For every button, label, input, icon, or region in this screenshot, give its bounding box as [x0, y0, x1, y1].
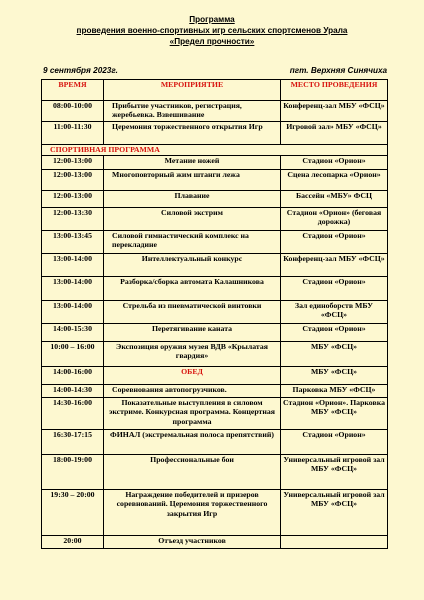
header-place: МЕСТО ПРОВЕДЕНИЯ	[281, 80, 388, 101]
row-place: Конференц-зал МБУ «ФСЦ»	[281, 101, 388, 122]
row-time: 12:00-13:30	[42, 208, 104, 231]
row-place: Универсальный игровой зал МБУ «ФСЦ»	[281, 490, 388, 536]
row-event: Стрельба из пневматической винтовки	[104, 301, 281, 324]
row-event: ОБЕД	[104, 367, 281, 385]
row-place: Стадион «Орион» (беговая дорожка)	[281, 208, 388, 231]
row-event: Многоповторный жим штанги лежа	[104, 170, 281, 191]
row-time: 14:00-16:00	[42, 367, 104, 385]
table-row	[42, 277, 388, 301]
header-title: Программа	[189, 15, 235, 24]
row-place: Стадион «Орион»	[281, 231, 388, 254]
row-time: 13:00-14:00	[42, 254, 104, 277]
table-row	[42, 191, 388, 208]
table-row	[42, 324, 388, 342]
document-header	[0, 14, 424, 47]
table-row	[42, 101, 388, 122]
table-row	[42, 367, 388, 385]
table-row	[42, 430, 388, 455]
row-place: МБУ «ФСЦ»	[281, 367, 388, 385]
row-event: ФИНАЛ (экстремальная полоса препятствий)	[104, 430, 281, 455]
row-event: Профессиональные бои	[104, 455, 281, 490]
table-row	[42, 342, 388, 367]
row-place: Сцена лесопарка «Орион»	[281, 170, 388, 191]
event-date: 9 сентября 2023г.	[43, 66, 118, 75]
row-place: Конференц-зал МБУ «ФСЦ»	[281, 254, 388, 277]
row-time: 20:00	[42, 536, 104, 549]
row-place: Стадион «Орион»	[281, 277, 388, 301]
row-place: Бассейн «МБУ» ФСЦ	[281, 191, 388, 208]
schedule-table	[41, 79, 388, 549]
row-place: Игровой зал» МБУ «ФСЦ»	[281, 122, 388, 145]
table-row	[42, 122, 388, 145]
table-header-row	[42, 80, 388, 101]
row-time: 12:00-13:00	[42, 156, 104, 170]
row-place: Стадион «Орион»	[281, 324, 388, 342]
row-place: Парковка МБУ «ФСЦ»	[281, 385, 388, 398]
row-event: Церемония торжественного открытия Игр	[104, 122, 281, 145]
row-event: Силовой экстрим	[104, 208, 281, 231]
table-row	[42, 455, 388, 490]
table-row	[42, 490, 388, 536]
row-event: Соревнования автопогрузчиков.	[104, 385, 281, 398]
row-place: Универсальный игровой зал МБУ «ФСЦ»	[281, 455, 388, 490]
header-subtitle: проведения военно-спортивных игр сельских спортсменов Урала	[76, 26, 348, 35]
row-place: Стадион «Орион»	[281, 156, 388, 170]
row-place: Стадион «Орион». Парковка МБУ «ФСЦ»	[281, 398, 388, 430]
row-event: Награждение победителей и призеров соревнований. Церемония торжественного закрытия Игр	[104, 490, 281, 536]
row-time: 16:30-17:15	[42, 430, 104, 455]
event-place: пгт. Верхняя Синячиха	[289, 66, 387, 75]
table-row	[42, 254, 388, 277]
row-place: Зал единоборств МБУ «ФСЦ»	[281, 301, 388, 324]
row-time: 18:00-19:00	[42, 455, 104, 490]
row-time: 19:30 – 20:00	[42, 490, 104, 536]
header-event-name: «Предел прочности»	[169, 37, 255, 46]
row-event: Интеллектуальный конкурс	[104, 254, 281, 277]
row-time: 13:00-14:00	[42, 301, 104, 324]
row-event: Силовой гимнастический комплекс на перекладине	[104, 231, 281, 254]
header-event: МЕРОПРИЯТИЕ	[104, 80, 281, 101]
row-time: 12:00-13:00	[42, 191, 104, 208]
row-event: Показательные выступления в силовом экстриме. Конкурсная программа. Концертная программа	[104, 398, 281, 430]
row-time: 14:30-16:00	[42, 398, 104, 430]
header-time: ВРЕМЯ	[42, 80, 104, 101]
row-time: 13:00-13:45	[42, 231, 104, 254]
row-time: 08:00-10:00	[42, 101, 104, 122]
row-place: МБУ «ФСЦ»	[281, 342, 388, 367]
row-event: Экспозиция оружия музея ВДВ «Крылатая гвардия»	[104, 342, 281, 367]
table-row	[42, 536, 388, 549]
row-time: 14:00-15:30	[42, 324, 104, 342]
section-row	[42, 145, 388, 156]
row-event: Прибытие участников, регистрация, жеребьевка. Взвешивание	[104, 101, 281, 122]
table-row	[42, 231, 388, 254]
table-row	[42, 208, 388, 231]
table-row	[42, 385, 388, 398]
table-row	[42, 156, 388, 170]
row-time: 10:00 – 16:00	[42, 342, 104, 367]
row-time: 12:00-13:00	[42, 170, 104, 191]
row-time: 14:00-14:30	[42, 385, 104, 398]
section-sport-program: СПОРТИВНАЯ ПРОГРАММА	[42, 145, 388, 156]
row-event: Разборка/сборка автомата Калашникова	[104, 277, 281, 301]
row-event: Перетягивание каната	[104, 324, 281, 342]
row-event: Метание ножей	[104, 156, 281, 170]
table-row	[42, 398, 388, 430]
row-event: Плавание	[104, 191, 281, 208]
table-row	[42, 170, 388, 191]
table-row	[42, 301, 388, 324]
row-time: 11:00-11:30	[42, 122, 104, 145]
row-time: 13:00-14:00	[42, 277, 104, 301]
row-event: Отъезд участников	[104, 536, 281, 549]
row-place	[281, 536, 388, 549]
row-place: Стадион «Орион»	[281, 430, 388, 455]
